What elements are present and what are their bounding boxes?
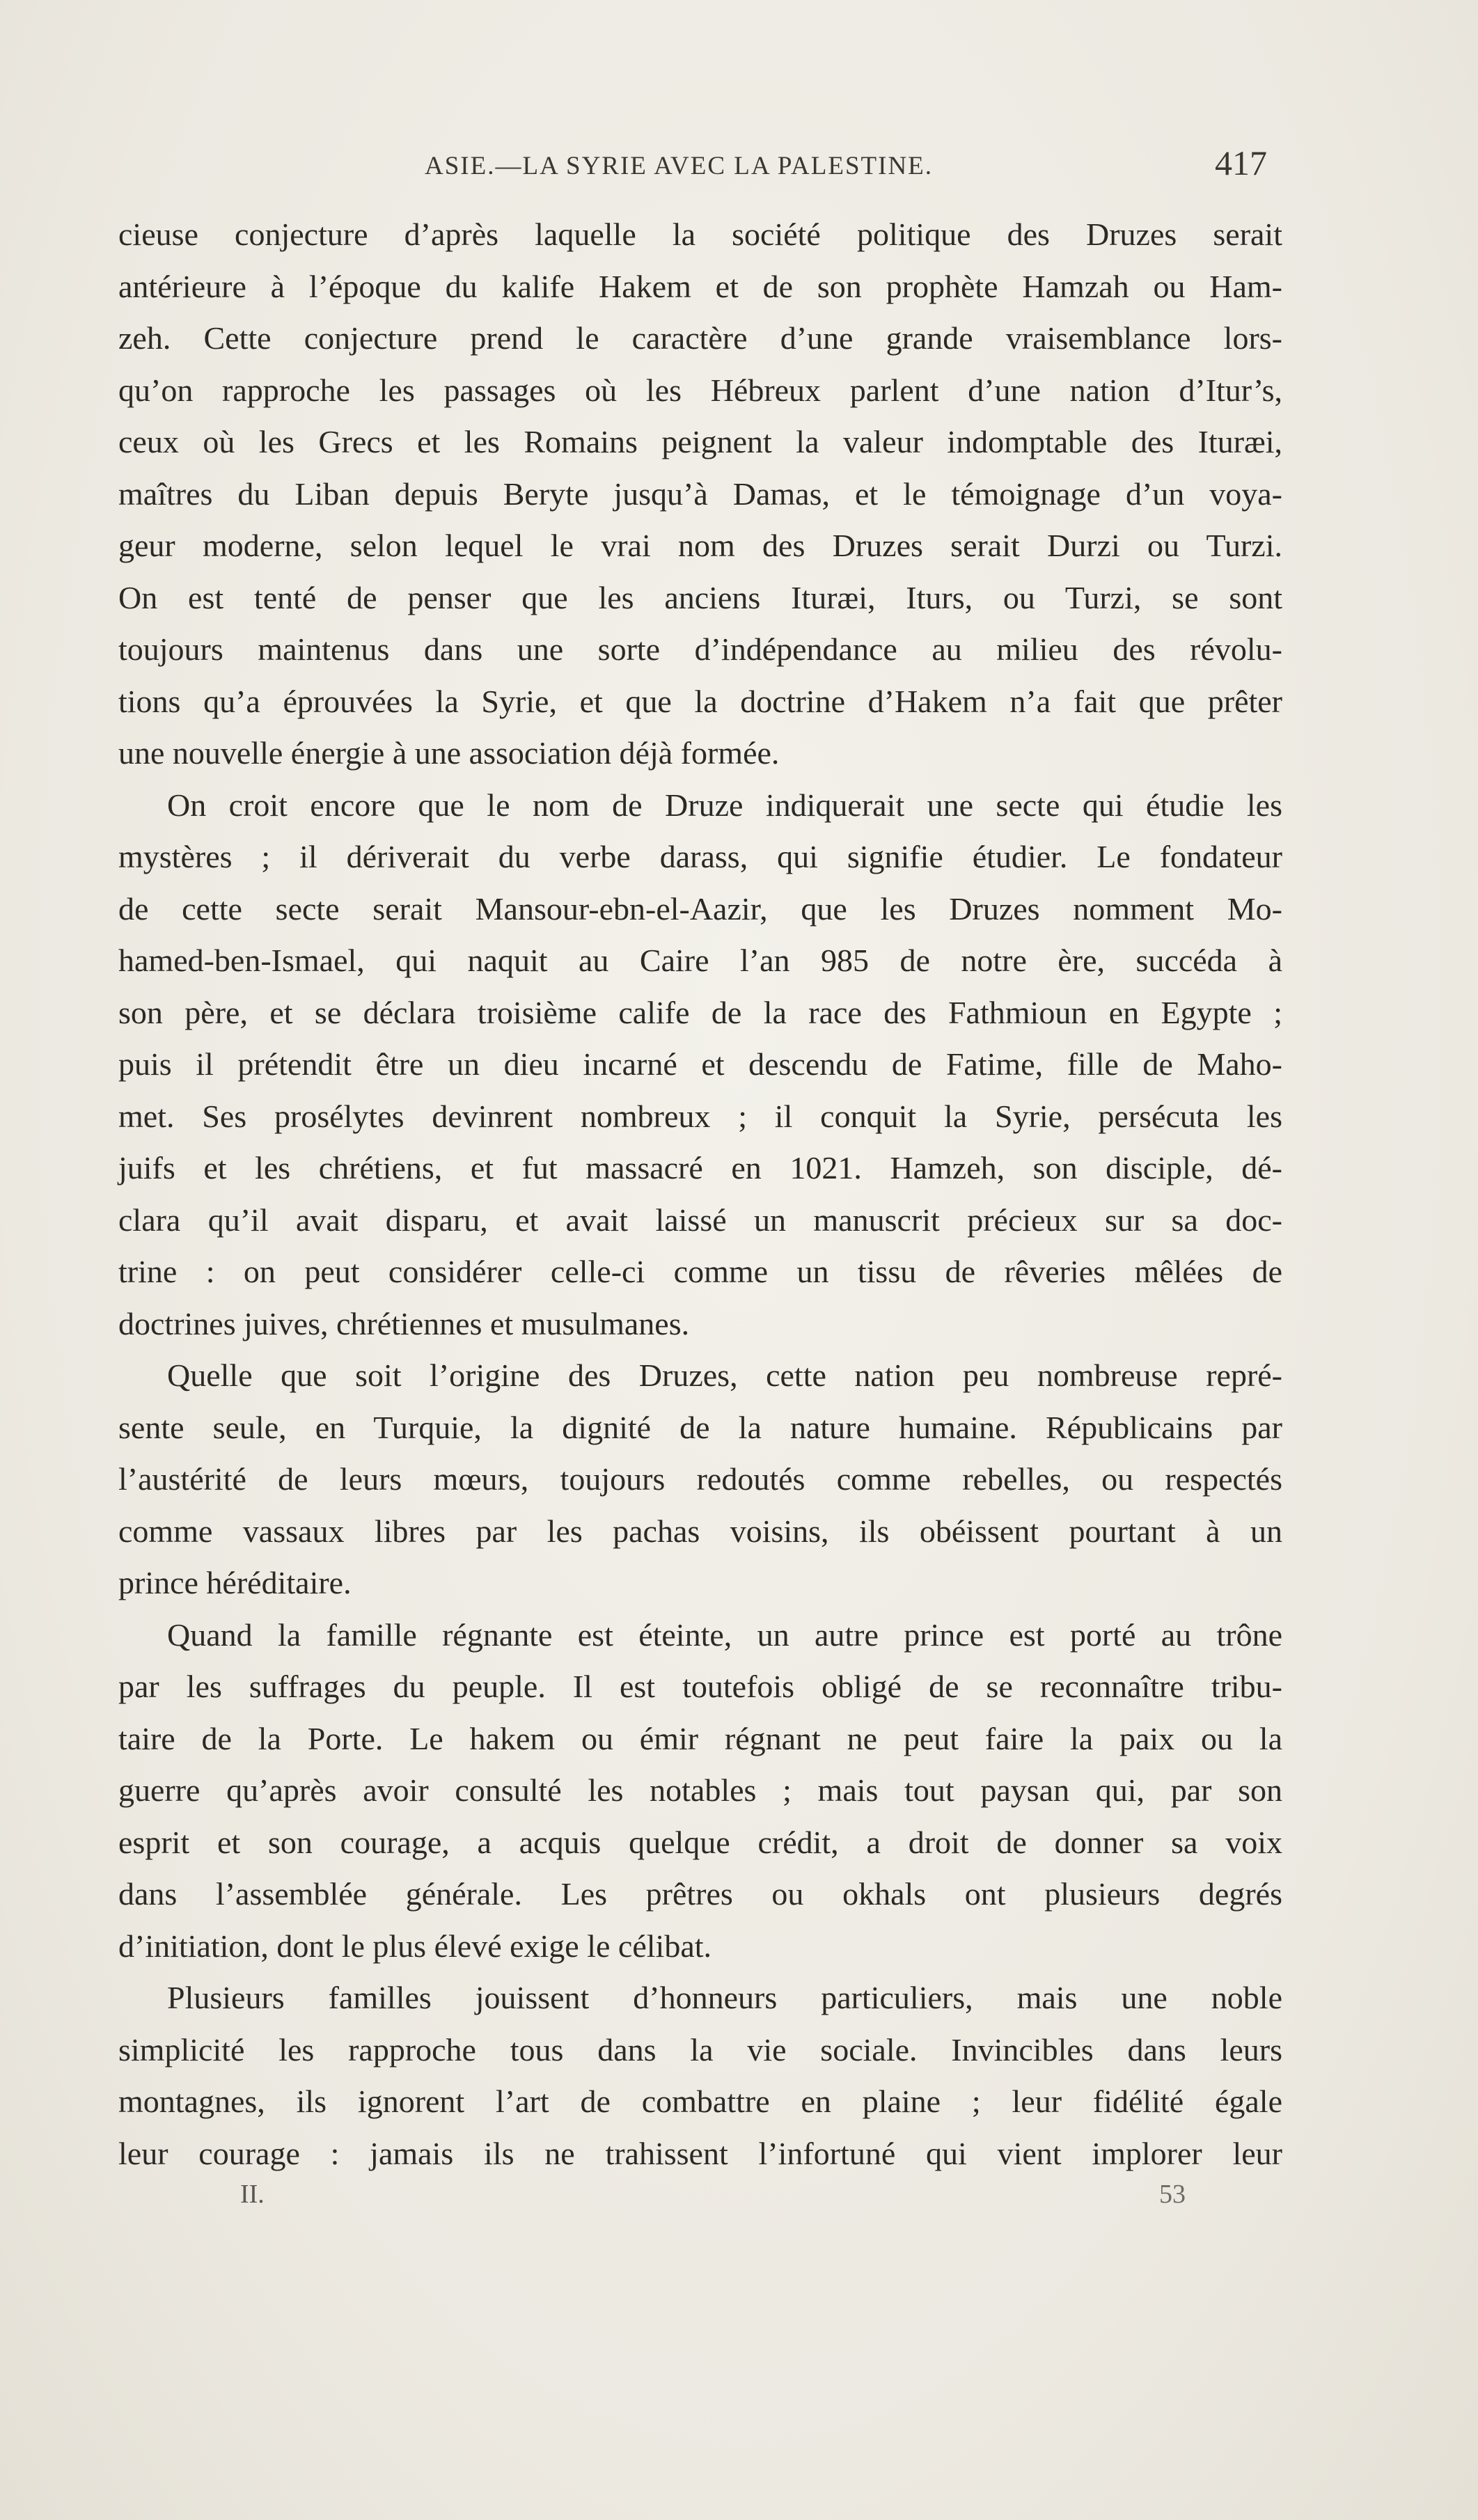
text-line: hamed-ben-Ismael, qui naquit au Caire l’an 985 de notre ère, succéda à [118, 943, 1282, 978]
signature-mark: 53 [1159, 2180, 1186, 2209]
text-line: leur courage : jamais ils ne trahissent l’infortuné qui vient implorer leur [118, 2135, 1282, 2171]
running-title: ASIE.—LA SYRIE AVEC LA PALESTINE. [425, 152, 934, 180]
text-line: Quelle que soit l’origine des Druzes, cette nation peu nombreuse repré- [167, 1357, 1282, 1393]
text-line: de cette secte serait Mansour-ebn-el-Aazir, que les Druzes nomment Mo- [118, 890, 1282, 927]
paragraph-2 [118, 780, 1282, 1350]
text-line: par les suffrages du peuple. Il est toutefois obligé de se reconnaître tribu- [118, 1669, 1282, 1704]
text-line: antérieure à l’époque du kalife Hakem et de son prophète Hamzah ou Ham- [118, 268, 1282, 304]
text-line: esprit et son courage, a acquis quelque crédit, a droit de donner sa voix [118, 1824, 1282, 1860]
text-line: Plusieurs familles jouissent d’honneurs particuliers, mais une noble [167, 1980, 1282, 2015]
text-line: puis il prétendit être un dieu incarné et descendu de Fatime, fille de Maho- [118, 1046, 1282, 1082]
volume-number: II. [240, 2180, 265, 2209]
text-line: sente seule, en Turquie, la dignité de la nature humaine. Républicains par [118, 1409, 1282, 1445]
paragraph-1 [118, 209, 1282, 780]
text-line: montagnes, ils ignorent l’art de combattre en plaine ; leur fidélité égale [118, 2084, 1282, 2119]
paragraph-3 [118, 1350, 1282, 1609]
text-line: une nouvelle énergie à une association déjà formée. [118, 735, 780, 771]
text-line: Quand la famille régnante est éteinte, un autre prince est porté au trône [167, 1616, 1282, 1653]
body-text [118, 209, 1282, 2180]
text-line: comme vassaux libres par les pachas voisins, ils obéissent pourtant à un [118, 1513, 1282, 1549]
text-line: geur moderne, selon lequel le vrai nom des Druzes serait Durzi ou Turzi. [118, 528, 1282, 563]
text-line: ceux où les Grecs et les Romains peignent la valeur indomptable des Ituræi, [118, 424, 1282, 459]
text-line: cieuse conjecture d’après laquelle la société politique des Druzes serait [118, 216, 1282, 252]
text-line: toujours maintenus dans une sorte d’indépendance au milieu des révolu- [118, 631, 1282, 667]
text-line: dans l’assemblée générale. Les prêtres ou okhals ont plusieurs degrés [118, 1876, 1282, 1912]
text-line: simplicité les rapproche tous dans la vie sociale. Invincibles dans leurs [118, 2031, 1282, 2068]
text-line: son père, et se déclara troisième calife de la race des Fathmioun en Egypte ; [118, 994, 1282, 1030]
text-line: tions qu’a éprouvées la Syrie, et que la doctrine d’Hakem n’a fait que prêter [118, 683, 1282, 719]
text-line: juifs et les chrétiens, et fut massacré en 1021. Hamzeh, son disciple, dé- [118, 1150, 1282, 1186]
text-line: On est tenté de penser que les anciens Ituræi, Iturs, ou Turzi, se sont [118, 579, 1282, 615]
text-line: met. Ses prosélytes devinrent nombreux ; il conquit la Syrie, persécuta les [118, 1098, 1282, 1134]
text-line: maîtres du Liban depuis Beryte jusqu’à Damas, et le témoignage d’un voya- [118, 475, 1282, 512]
page-number: 417 [1215, 143, 1267, 182]
text-line: zeh. Cette conjecture prend le caractère d’une grande vraisemblance lors- [118, 320, 1282, 356]
text-line: d’initiation, dont le plus élevé exige le célibat. [118, 1928, 712, 1964]
text-line: mystères ; il dériverait du verbe darass, qui signifie étudier. Le fondateur [118, 839, 1282, 874]
text-line: prince héréditaire. [118, 1565, 352, 1600]
text-line: doctrines juives, chrétiennes et musulmanes. [118, 1305, 690, 1341]
text-line: On croit encore que le nom de Druze indiquerait une secte qui étudie les [167, 787, 1282, 823]
text-line: clara qu’il avait disparu, et avait laissé un manuscrit précieux sur sa doc- [118, 1202, 1282, 1238]
paragraph-4 [118, 1609, 1282, 1973]
paragraph-5 [118, 1972, 1282, 2180]
text-line: taire de la Porte. Le hakem ou émir régnant ne peut faire la paix ou la [118, 1720, 1282, 1756]
running-head [0, 143, 1478, 184]
text-line: l’austérité de leurs mœurs, toujours redoutés comme rebelles, ou respectés [118, 1461, 1282, 1497]
text-line: qu’on rapproche les passages où les Hébreux parlent d’une nation d’Itur’s, [118, 372, 1282, 408]
text-line: guerre qu’après avoir consulté les notables ; mais tout paysan qui, par son [118, 1772, 1282, 1808]
text-line: trine : on peut considérer celle-ci comme un tissu de rêveries mêlées de [118, 1254, 1282, 1289]
page-footer [0, 2179, 1478, 2221]
